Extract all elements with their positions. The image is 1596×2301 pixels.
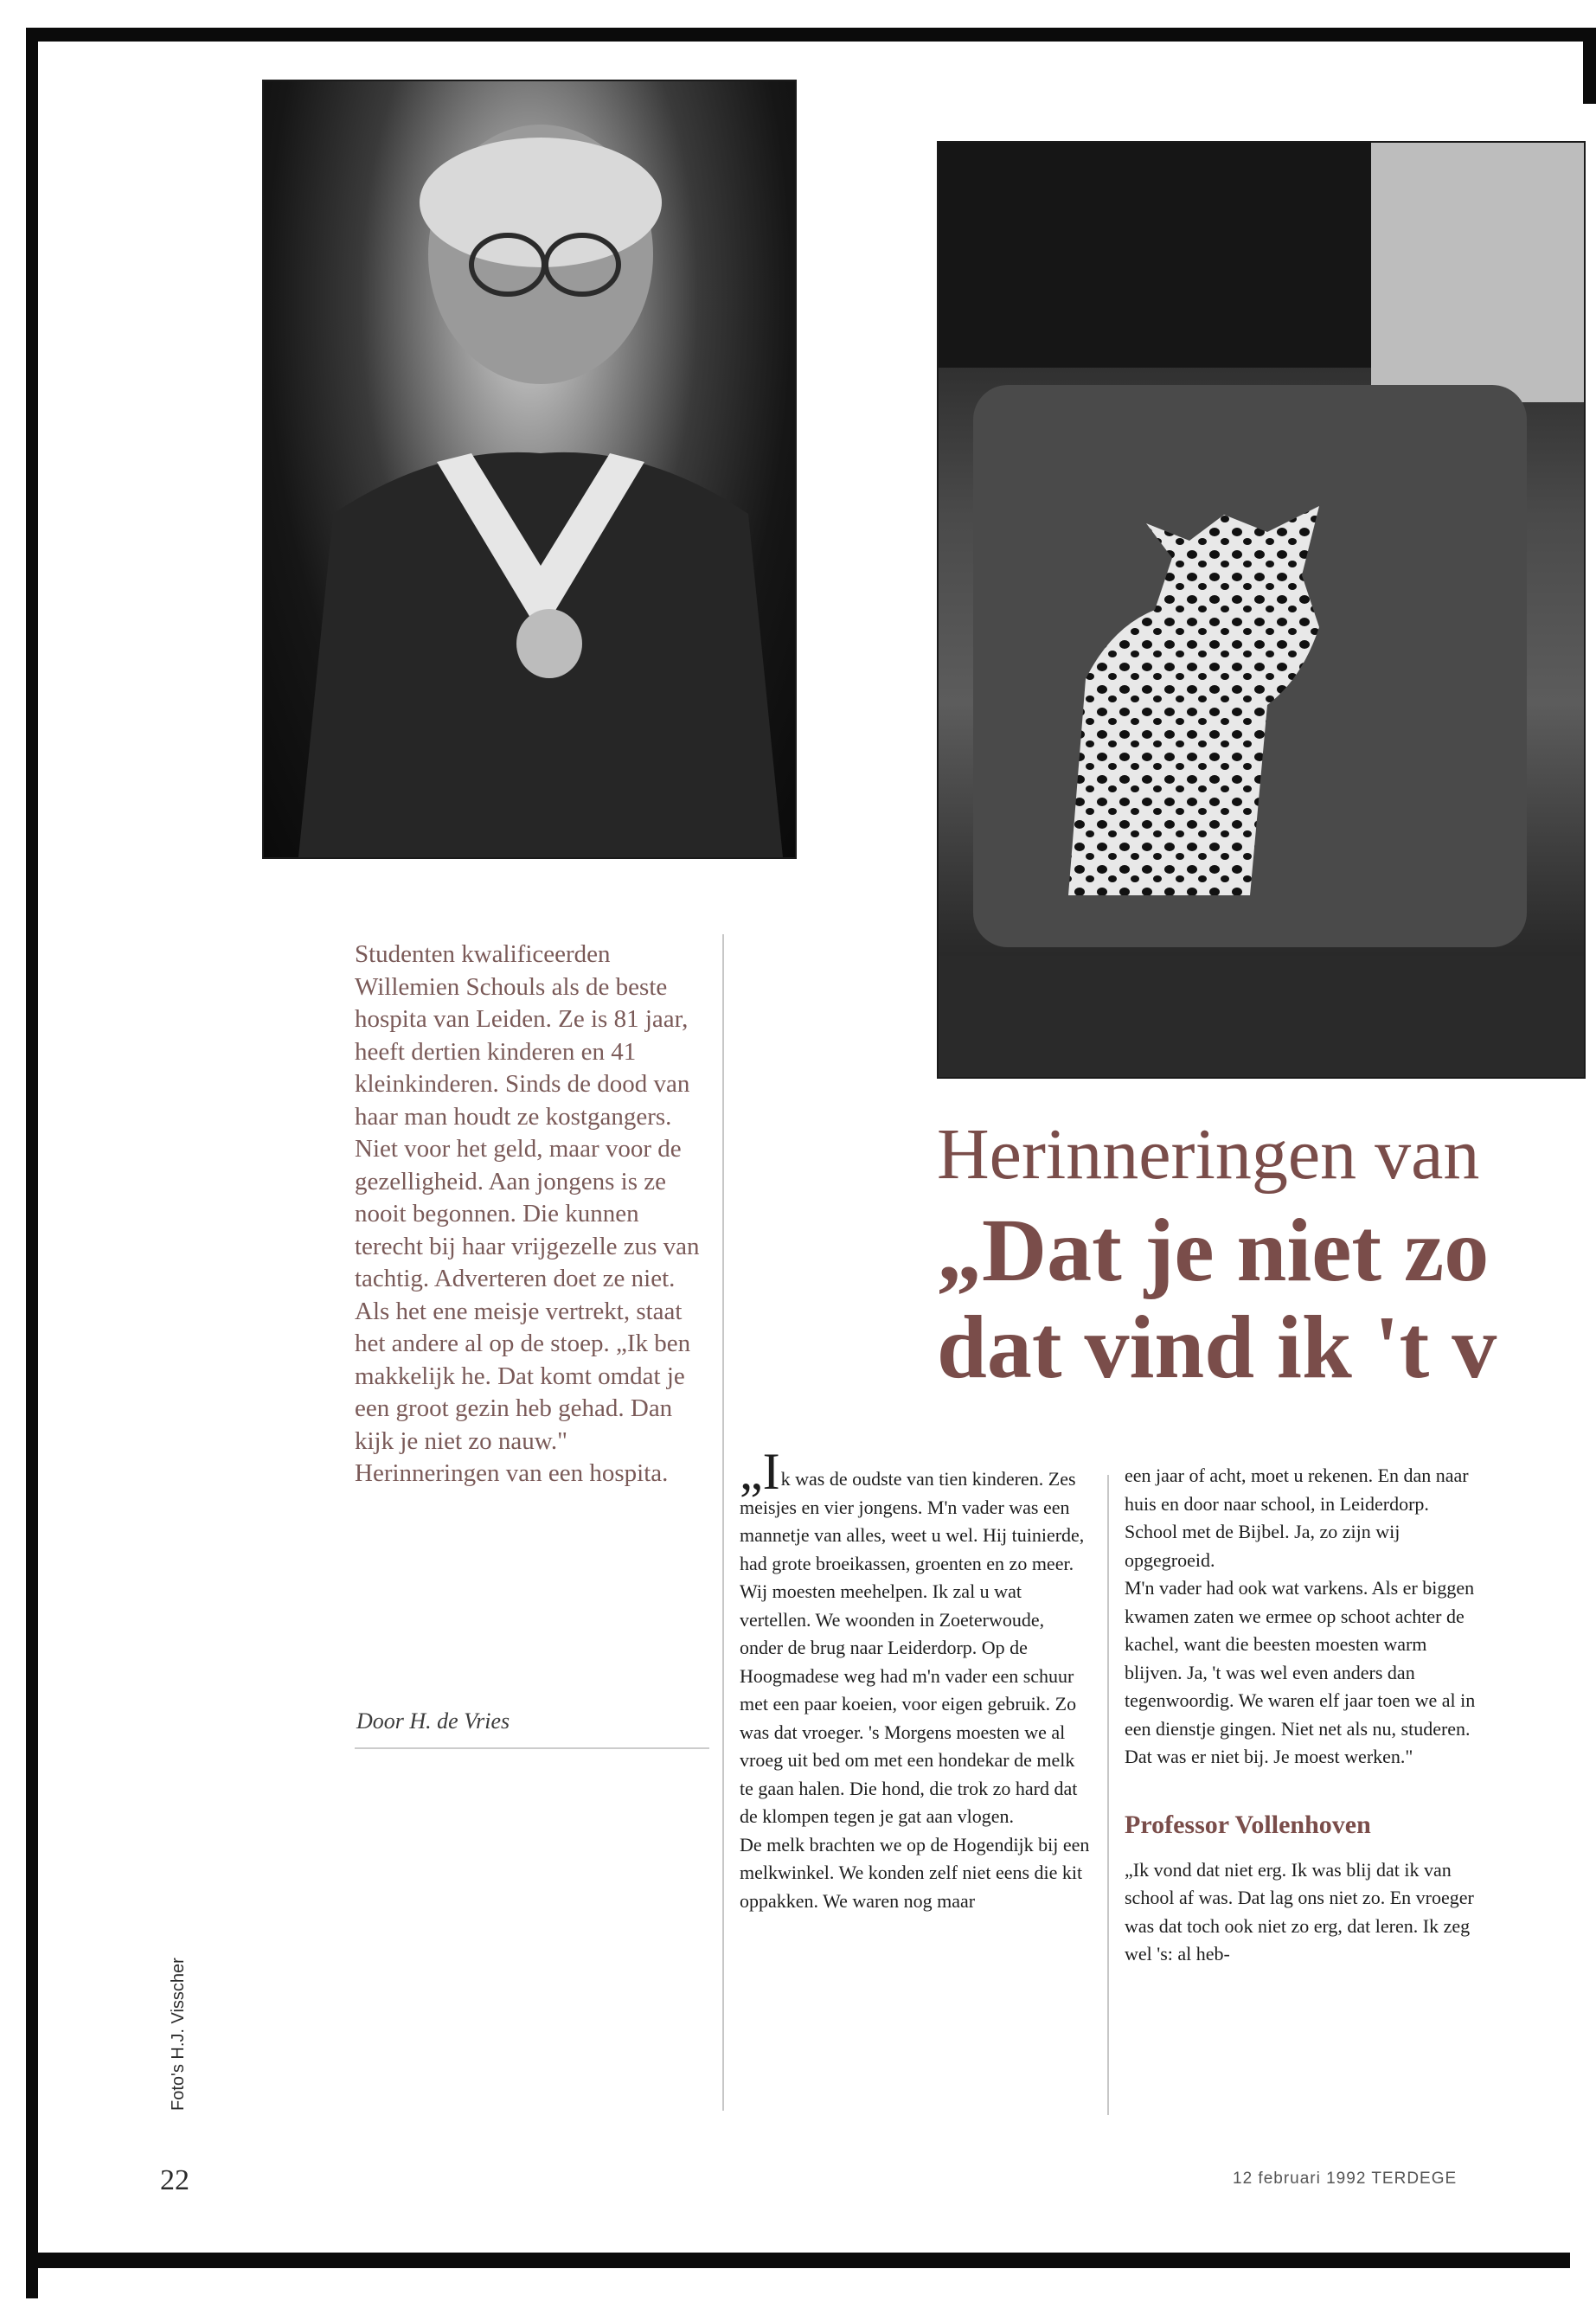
article-column-1 <box>740 1443 1090 1915</box>
page-number: 22 <box>160 2164 189 2196</box>
page-border-bottom <box>26 2253 1570 2268</box>
column-divider <box>722 934 724 2111</box>
paragraph: M'n vader had ook wat varkens. Als er biggen kwamen zaten we ermee op schoot achter de kachel, want die beesten moesten warm blijven. Ja, 't was wel even anders dan tegenwoordig. We waren elf jaar toen we al in een dienstje gingen. Niet net als nu, studeren. Dat was er niet bij. Je moest werken." <box>1125 1577 1476 1767</box>
paragraph-text: k was de oudste van tien kinderen. Zes meisjes en vier jongens. M'n vader was een mannetje van alles, weet u wel. Hij tuinierde, had grote broeikassen, groenten en zo meer. Wij moesten meehelpen. Ik zal u wat vertellen. We woonden in Zoeterwoude, onder de brug naar Leiderdorp. Op de Hoogmadese weg had m'n vader een schuur met een paar koeien, voor eigen gebruik. Zo was dat vroeger. 's Morgens moesten we al vroeg uit bed om met een hondekar de melk te gaan halen. Die hond, die trok zo hard dat de klompen tegen je gat aan vlogen. <box>740 1468 1085 1827</box>
photo-credit: Foto's H.J. Visscher <box>169 1958 188 2111</box>
paragraph: „Ik vond dat niet erg. Ik was blij dat ik van school af was. Dat lag ons niet zo. En vroeger was dat toch ook niet zo erg, dat leren. Ik zeg wel 's: al heb- <box>1125 1858 1474 1965</box>
article-column-2 <box>1125 1462 1479 1969</box>
byline-divider <box>355 1747 709 1749</box>
paragraph <box>740 1443 1090 1831</box>
crosshead: Professor Vollenhoven <box>1125 1810 1371 1839</box>
leopard-illustration <box>939 143 1584 1077</box>
page-border-top <box>26 28 1596 42</box>
headline-line-2: dat vind ik 't v <box>937 1298 1497 1396</box>
intro-lead <box>355 939 709 1490</box>
paragraph: een jaar of acht, moet u rekenen. En dan naar huis en door naar school, in Leiderdorp. School met de Bijbel. Ja, zo zijn wij opgegroeid. <box>1125 1465 1469 1571</box>
paragraph: De melk brachten we op de Hogendijk bij een melkwinkel. We konden zelf niet eens die kit oppakken. We waren nog maar <box>740 1833 1090 1912</box>
intro-text: Studenten kwalificeerden Willemien Schouls als de beste hospita van Leiden. Ze is 81 jaar, heeft dertien kinderen en 41 kleinkinderen. Sinds de dood van haar man houdt ze kostgangers. Niet voor het geld, maar voor de gezelligheid. Aan jongens is ze nooit begonnen. Die kunnen terecht bij haar vrijgezelle zus van tachtig. Adverteren doet ze niet. Als het ene meisje vertrekt, staat het andere al op de stoep. „Ik ben makkelijk he. Dat komt omdat je een groot gezin heb gehad. Dan kijk je niet zo nauw." Herinneringen van een hospita. <box>355 940 700 1487</box>
leopard-toy-photo <box>937 141 1586 1079</box>
portrait-photo <box>262 80 797 859</box>
byline: Door H. de Vries <box>356 1708 510 1734</box>
page-border-right <box>1583 28 1596 104</box>
page-border-left <box>26 28 38 2298</box>
portrait-illustration <box>264 81 795 857</box>
issue-line: 12 februari 1992 TERDEGE <box>1233 2170 1458 2188</box>
drop-cap: „I <box>740 1443 780 1500</box>
headline-line-1: „Dat je niet zo <box>937 1202 1490 1300</box>
headline-main <box>937 1202 1596 1396</box>
column-divider <box>1107 1475 1109 2115</box>
headline-sub: Herinneringen van <box>937 1116 1480 1194</box>
